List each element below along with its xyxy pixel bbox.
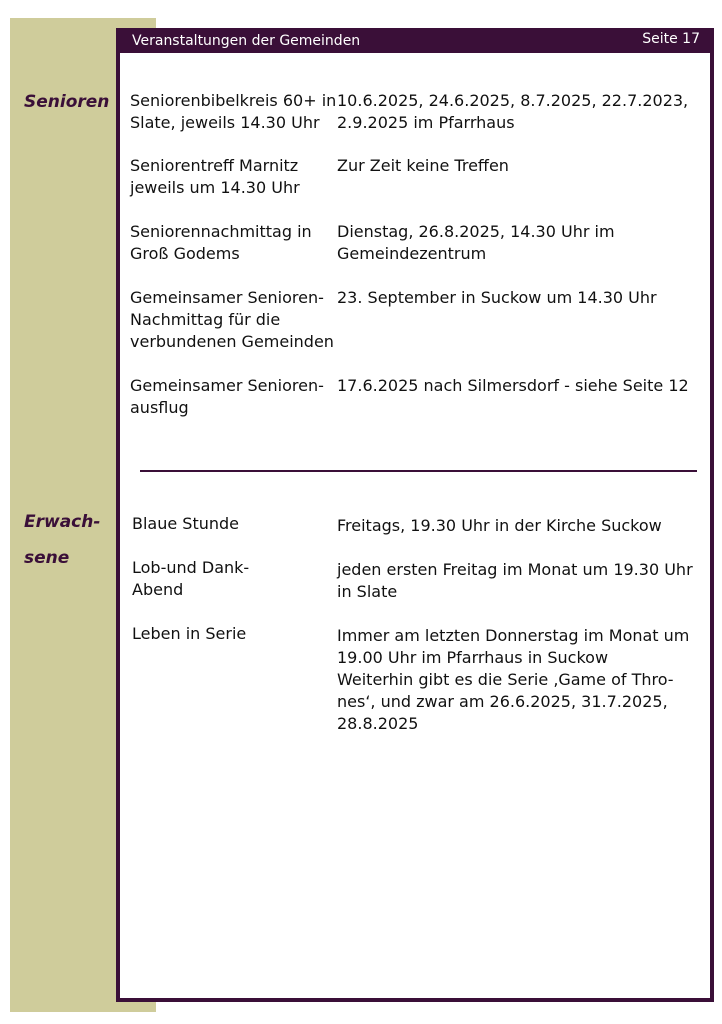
entry-details xyxy=(337,155,697,177)
entry-details-line: 10.6.2025, 24.6.2025, 8.7.2025, 22.7.2023, xyxy=(337,91,689,110)
entry-details-line: Dienstag, 26.8.2025, 14.30 Uhr im xyxy=(337,222,615,241)
entry-details-line: nes‘, und zwar am 26.6.2025, 31.7.2025, xyxy=(337,692,668,711)
entry-name xyxy=(130,155,330,199)
entry-details-line: 28.8.2025 xyxy=(337,714,419,733)
entry-name-line: Groß Godems xyxy=(130,244,240,263)
entry-details-line: 2.9.2025 im Pfarrhaus xyxy=(337,113,515,132)
entry-details-line: 17.6.2025 nach Silmersdorf - siehe Seite 12 xyxy=(337,376,689,395)
section-label-erwachsene-cont: sene xyxy=(24,548,70,568)
entry-details xyxy=(337,221,697,265)
entry-name-line: Slate, jeweils 14.30 Uhr xyxy=(130,113,320,132)
entry-details-line: Zur Zeit keine Treffen xyxy=(337,156,509,175)
entry-name-line: Gemeinsamer Senioren- xyxy=(130,376,324,395)
entry-details xyxy=(337,559,697,603)
header-title: Veranstaltungen der Gemeinden xyxy=(132,33,361,49)
entry-details xyxy=(337,625,697,735)
entry-details-line: Freitags, 19.30 Uhr in der Kirche Suckow xyxy=(337,516,662,535)
entry-name-line: verbundenen Gemeinden xyxy=(130,332,334,351)
entry-details-line: in Slate xyxy=(337,582,398,601)
entry-name-line: ausflug xyxy=(130,398,189,417)
entry-name-line: Seniorenbibelkreis 60+ in xyxy=(130,91,337,110)
entry-name-line: Gemeinsamer Senioren- xyxy=(130,288,324,307)
entry-name-line: Abend xyxy=(132,580,184,599)
section-label-senioren: Senioren xyxy=(24,92,110,112)
entry-name-line: Seniorennachmittag in xyxy=(130,222,312,241)
entry-details-line: 19.00 Uhr im Pfarrhaus in Suckow xyxy=(337,648,609,667)
entry-name xyxy=(132,513,332,535)
entry-name xyxy=(130,375,330,419)
header-bar xyxy=(116,28,714,53)
entry-name xyxy=(130,90,337,134)
entry-details-line: Weiterhin gibt es die Serie ‚Game of Thro- xyxy=(337,670,674,689)
section-label-erwachsene: Erwach- xyxy=(24,512,101,532)
entry-details xyxy=(337,375,697,397)
entry-name-line: Nachmittag für die xyxy=(130,310,281,329)
entry-name-line: jeweils um 14.30 Uhr xyxy=(130,178,300,197)
entry-details-line: 23. September in Suckow um 14.30 Uhr xyxy=(337,288,657,307)
entry-name-line: Blaue Stunde xyxy=(132,514,240,533)
entry-name xyxy=(130,221,330,265)
entry-details xyxy=(337,90,697,134)
entry-details-line: Immer am letzten Donnerstag im Monat um xyxy=(337,626,690,645)
page-number: Seite 17 xyxy=(642,31,700,47)
entry-details xyxy=(337,287,697,309)
entry-details-line: Gemeindezentrum xyxy=(337,244,487,263)
entry-name-line: Seniorentreff Marnitz xyxy=(130,156,299,175)
entry-name xyxy=(132,557,332,601)
entry-name-line: Leben in Serie xyxy=(132,624,247,643)
entry-details-line: jeden ersten Freitag im Monat um 19.30 Uhr xyxy=(337,560,693,579)
entry-name xyxy=(132,623,332,645)
entry-name xyxy=(130,287,334,353)
entry-name-line: Lob-und Dank- xyxy=(132,558,250,577)
section-divider xyxy=(140,470,697,472)
entry-details xyxy=(337,515,697,537)
